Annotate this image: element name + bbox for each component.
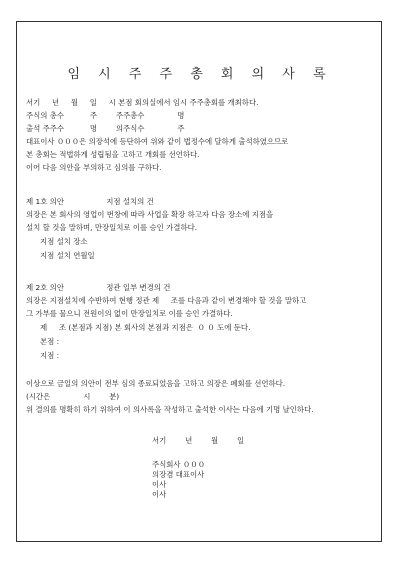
agenda2-body-1: 의장은 지점설치에 수반하여 현행 정관 제 조를 다음과 같이 변경해야 할 것을 말하고 bbox=[26, 296, 307, 305]
signature-director-1: 이사 bbox=[152, 480, 167, 489]
agenda1-body-2: 설치 할 것을 말하며, 만장일치로 이를 승인 가결하다. bbox=[26, 223, 198, 232]
branch-field: 지점 : bbox=[40, 351, 60, 360]
signature-company: 주식회사 ０００ bbox=[152, 460, 206, 469]
agenda2-heading: 제 2호 의안 정관 일부 변경의 건 bbox=[26, 283, 171, 292]
head-office-field: 본점 : bbox=[40, 337, 60, 346]
page-title: 임 시 주 주 총 회 의 사 록 bbox=[67, 67, 333, 82]
opening-line-4: 대표이사 ０００은 의장석에 등단하여 위와 같이 법정수에 달하게 출석하였으므로 bbox=[26, 137, 289, 146]
agenda1-item-date: 지점 설치 연월일 bbox=[40, 251, 95, 260]
signature-date: 서기 년 월 일 bbox=[152, 436, 245, 445]
agenda1-heading: 제 1호 의안 지점 설치의 건 bbox=[26, 197, 154, 206]
agenda1-body-1: 의장은 본 회사의 영업이 번창에 따라 사업을 확장 하고자 다음 장소에 지점을 bbox=[26, 210, 274, 219]
opening-line-3: 출석 주주수 명 의주식수 주 bbox=[26, 124, 185, 133]
opening-line-1: 서기 년 월 일 시 본점 회의실에서 임시 주주총회를 개최하다. bbox=[26, 98, 259, 107]
agenda1-item-location: 지점 설치 장소 bbox=[40, 237, 88, 246]
closing-time: (시간은 시 분) bbox=[26, 392, 120, 401]
signature-director-2: 이사 bbox=[152, 490, 167, 499]
opening-line-6: 이어 다음 의안을 부의하고 심의를 구하다. bbox=[26, 163, 162, 172]
closing-line-3: 위 결의를 명확히 하기 위하여 이 의사록을 작성하고 출석한 이사는 다음에 기명 날인하다. bbox=[26, 405, 314, 414]
agenda2-body-2: 그 가부를 물으니 전원이의 없이 만장일치로 이를 승인 가결하다. bbox=[26, 309, 233, 318]
closing-line-1: 이상으로 금일의 의안이 전부 심의 종료되었음을 고하고 의장은 폐회를 선언하다. bbox=[26, 379, 286, 388]
opening-line-5: 본 총회는 적법하게 성립됨을 고하고 개회를 선언하다. bbox=[26, 150, 200, 159]
agenda2-clause: 제 조 (본점과 지점) 본 회사의 본점과 지점은 ０ ０ 도에 둔다. bbox=[40, 323, 251, 332]
signature-chair: 의장겸 대표이사 bbox=[152, 470, 205, 479]
opening-line-2: 주식의 총수 주 주주총수 명 bbox=[26, 111, 185, 120]
